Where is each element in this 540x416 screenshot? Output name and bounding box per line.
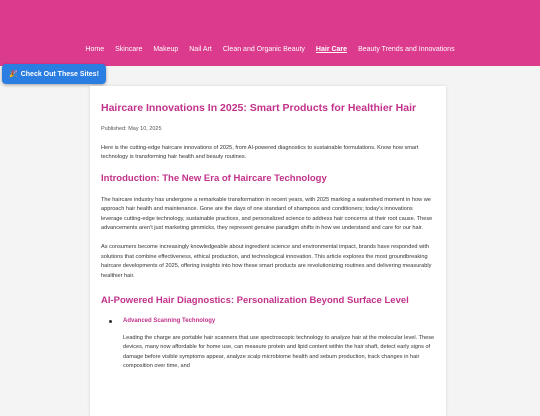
article-card [90, 86, 446, 416]
site-header [0, 0, 540, 66]
intro-paragraph: Here is the cutting-edge haircare innovations of 2025, from AI-powered diagnostics to sustainable formulations. Know how smart technology is transforming hair health and beauty routines. [101, 145, 419, 161]
nav-item-clean-organic-beauty[interactable]: Clean and Organic Beauty [222, 46, 305, 53]
nav-item-beauty-trends[interactable]: Beauty Trends and Innovations [358, 46, 455, 53]
introduction-paragraph-2: As consumers become increasingly knowledgeable about ingredient science and environmental impact, brands have responded with solutions that combine effectiveness, ethical production, and technological innovation. This article explores the most groundbreaking haircare developments of 2025, offering insights into how these smart products are revolutionizing routines and delivering measurably healthier hair. [101, 244, 432, 279]
nav-item-nail-art[interactable]: Nail Art [189, 46, 212, 53]
nav-item-skincare[interactable]: Skincare [115, 46, 143, 53]
check-out-sites-label: Check Out These Sites! [20, 70, 99, 78]
party-popper-icon: 🎉 [9, 71, 18, 78]
published-date: Published: May 10, 2025 [101, 126, 162, 132]
article-content [101, 102, 435, 382]
main-nav [0, 46, 540, 53]
scanning-paragraph: Leading the charge are portable hair scanners that use spectroscopic technology to analyze hair at the molecular level. These devices, many now affordable for home use, can measure protein and lipid content within the hair shaft, detect early signs of damage before visible symptoms appear, analyze scalp microbiome health and sebum production, track changes in hair composition over time, and [123, 335, 435, 370]
section-heading-ai-diagnostics: AI-Powered Hair Diagnostics: Personalization Beyond Surface Level [101, 295, 409, 307]
section-heading-introduction: Introduction: The New Era of Haircare Technology [101, 172, 327, 184]
article-title: Haircare Innovations In 2025: Smart Products for Healthier Hair [101, 102, 417, 114]
nav-item-makeup[interactable]: Makeup [153, 46, 179, 53]
nav-item-hair-care[interactable]: Hair Care [315, 46, 348, 53]
subheading-advanced-scanning: Advanced Scanning Technology [123, 318, 216, 325]
check-out-sites-button[interactable] [2, 64, 106, 84]
nav-item-home[interactable]: Home [85, 46, 105, 53]
list-item [101, 318, 435, 372]
introduction-paragraph-1: The haircare industry has undergone a remarkable transformation in recent years, with 2025 marking a watershed moment in how we approach hair health and maintenance. Gone are the days of one standard of shampoos and conditioners; today's innovations leverage cutting-edge technology, sustainable practices, and personalized science to address hair concerns at their root cause. These advancements aren't just marketing gimmicks, they represent genuine paradigm shifts in how we understand and care for our hair. [101, 196, 433, 232]
bullet-icon [109, 320, 112, 323]
